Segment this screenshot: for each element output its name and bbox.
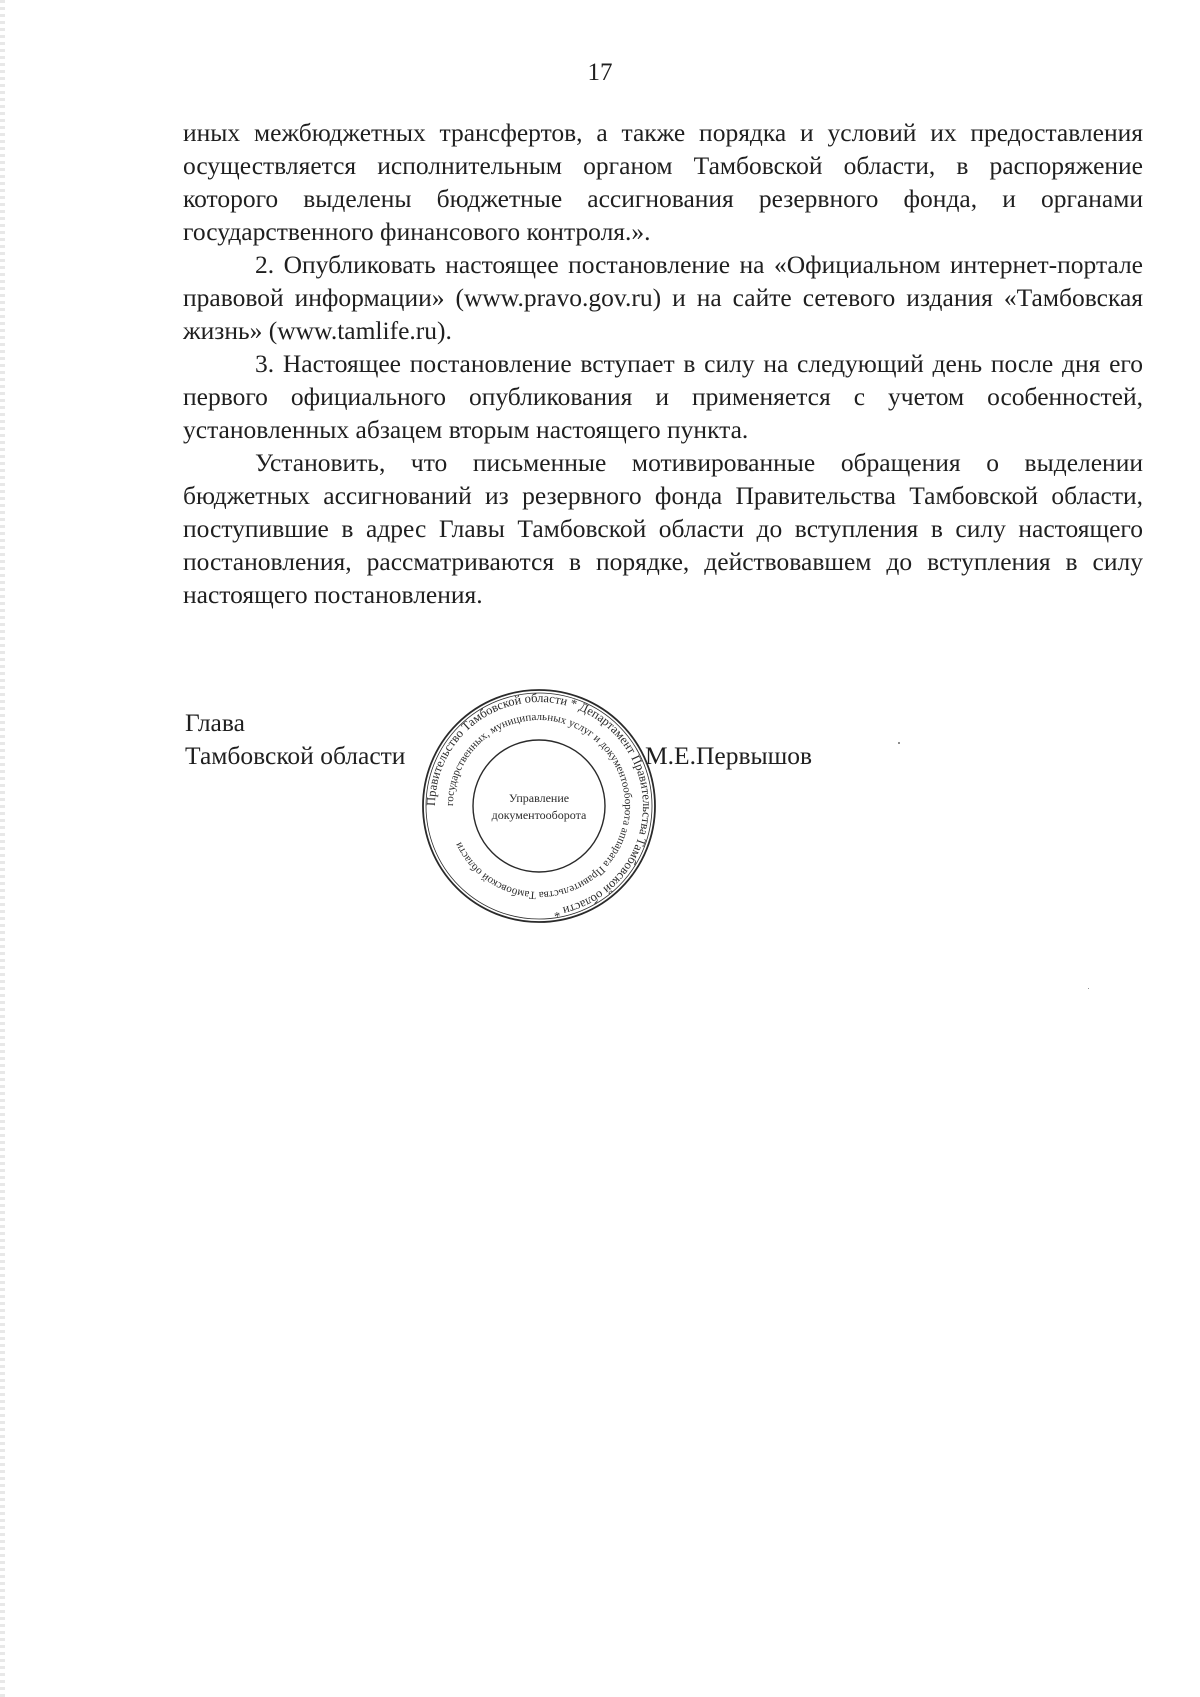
paragraph-2: 2. Опубликовать настоящее постановление на «Официальном интернет-портале правовой информации» (www.pravo.gov.ru) и на сайте сетевого издания «Тамбовская жизнь» (www.tamlife.ru). xyxy=(183,250,1143,345)
seal-center-line1: Управление xyxy=(508,791,570,805)
seal-inner-ring xyxy=(473,740,605,872)
scan-speck xyxy=(898,742,900,744)
document-body xyxy=(183,116,1143,611)
signatory-title-line1: Глава xyxy=(185,708,245,737)
paragraph-4: Установить, что письменные мотивированные обращения о выделении бюджетных ассигнований из резервного фонда Правительства Тамбовской области, поступившие в адрес Главы Тамбовской области до вступления в силу настоящего постановления, рассматриваются в порядке, действовавшем до вступления в силу настоящего постановления. xyxy=(183,448,1143,609)
scan-left-edge xyxy=(0,0,5,1697)
paragraph-1: иных межбюджетных трансфертов, а также порядка и условий их предоставления осуществляется исполнительным органом Тамбовской области, в распоряжение которого выделены бюджетные ассигнования резервного фонда, и органами государственного финансового контроля.». xyxy=(183,118,1143,246)
seal-outer-text: Правительство Тамбовской области * Департамент Правительства Тамбовской области * xyxy=(423,690,655,920)
seal-center-line2: документооборота xyxy=(491,808,587,822)
seal-inner-text: государственных, муниципальных услуг и документооборота аппарата Правительства Тамбовской области xyxy=(443,710,635,902)
page-number: 17 xyxy=(587,59,613,86)
paragraph-3: 3. Настоящее постановление вступает в силу на следующий день после дня его первого официального опубликования и применяется с учетом особенностей, установленных абзацем вторым настоящего пункта. xyxy=(183,349,1143,444)
official-seal-stamp xyxy=(421,688,657,924)
signatory-name: М.Е.Первышов xyxy=(645,741,813,770)
signatory-title-line2: Тамбовской области xyxy=(185,741,406,770)
scan-speck xyxy=(1088,988,1089,989)
